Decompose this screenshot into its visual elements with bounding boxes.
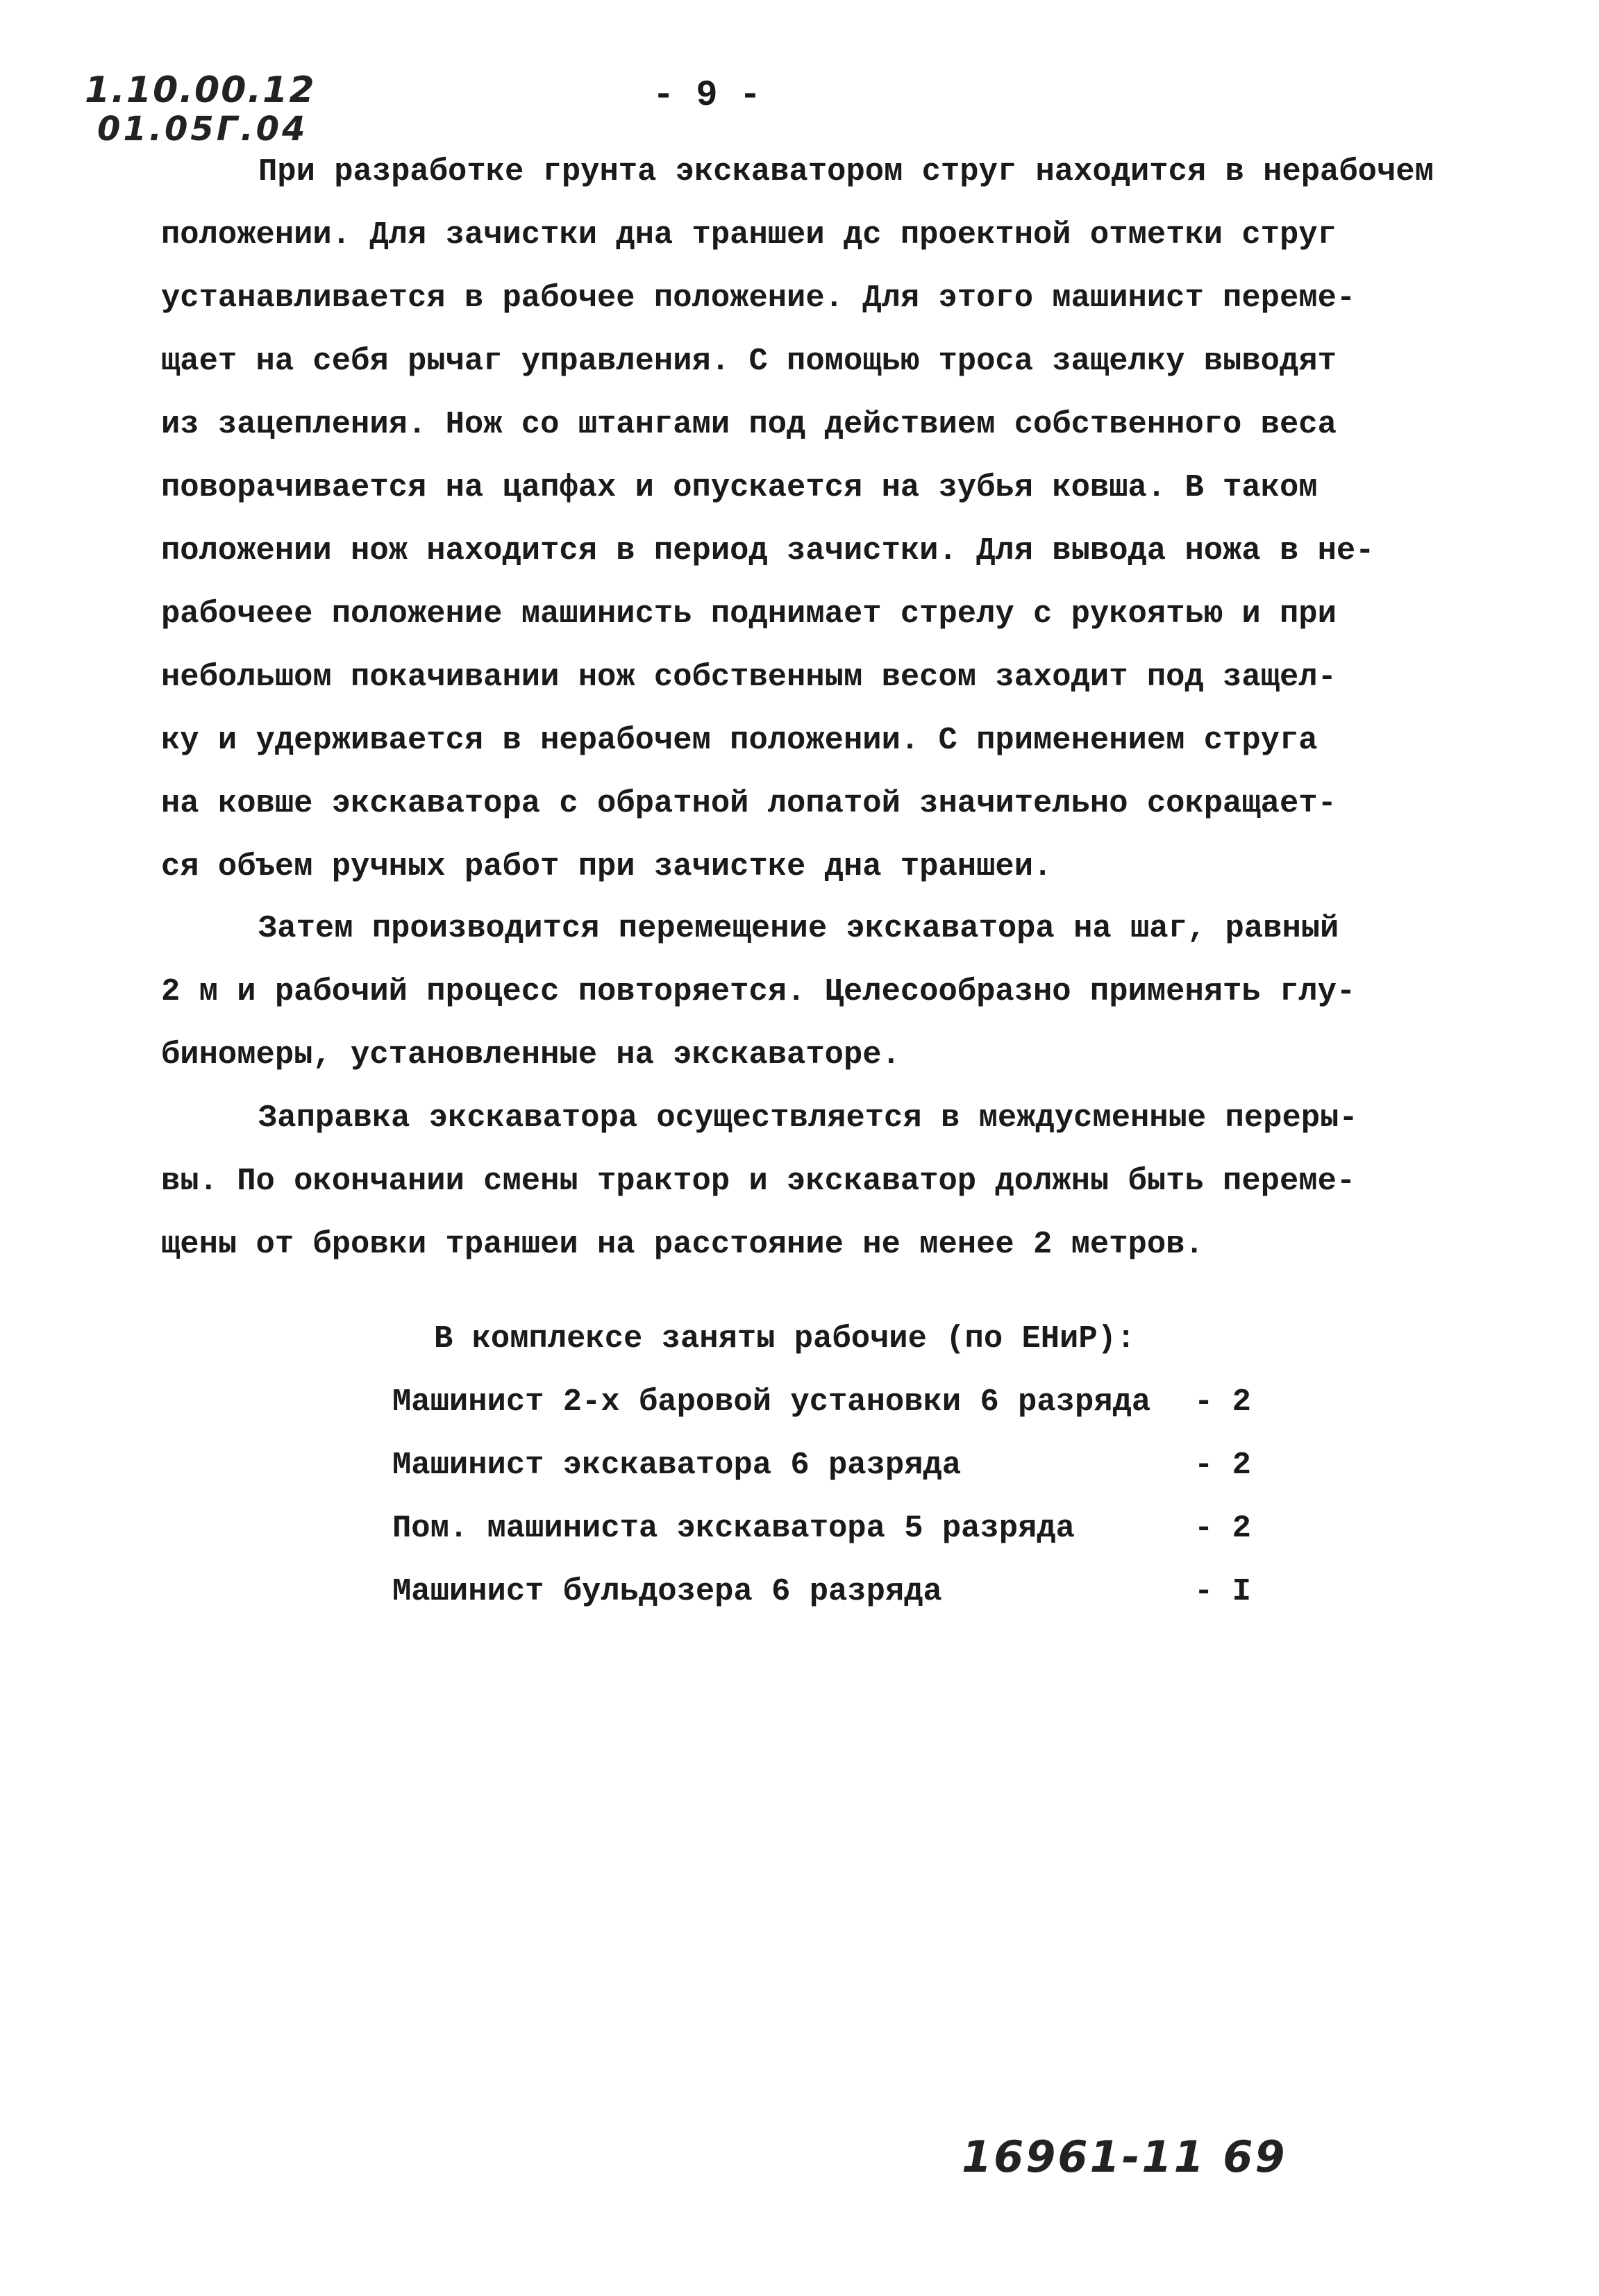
text-line: биномеры, установленные на экскаваторе. bbox=[161, 1037, 901, 1073]
text-line: поворачивается на цапфах и опускается на зубья ковша. В таком bbox=[161, 469, 1318, 505]
text-line: щены от бровки траншеи на расстояние не менее 2 метров. bbox=[161, 1226, 1204, 1262]
worker-role: Машинист бульдозера 6 разряда bbox=[392, 1573, 942, 1609]
workers-heading: В комплексе заняты рабочие (по ЕНиР): bbox=[434, 1321, 1136, 1357]
page-number: - 9 - bbox=[653, 75, 762, 116]
text-line: на ковше экскаватора с обратной лопатой значительно сокращает- bbox=[161, 785, 1337, 821]
worker-role: Машинист экскаватора 6 разряда bbox=[392, 1447, 962, 1483]
text-line: рабочеее положение машинисть поднимает стрелу с рукоятью и при bbox=[161, 596, 1337, 632]
document-code-line-2: 01.05Г.04 bbox=[97, 110, 308, 149]
text-line: Заправка экскаватора осуществляется в междусменные переры- bbox=[258, 1100, 1358, 1136]
text-line: устанавливается в рабочее положение. Для этого машинист переме- bbox=[161, 280, 1356, 316]
text-line: небольшом покачивании нож собственным весом заходит под защел- bbox=[161, 659, 1337, 695]
text-line: щает на себя рычаг управления. С помощью троса защелку выводят bbox=[161, 343, 1337, 379]
worker-row bbox=[392, 1371, 1295, 1434]
text-line: 2 м и рабочий процесс повторяется. Целесообразно применять глу- bbox=[161, 973, 1356, 1009]
worker-role: Пом. машиниста экскаватора 5 разряда bbox=[392, 1510, 1075, 1546]
worker-row bbox=[392, 1560, 1295, 1623]
paragraph-2 bbox=[161, 897, 1397, 1087]
workers-list bbox=[392, 1307, 1295, 1623]
paragraph-1 bbox=[161, 140, 1434, 898]
worker-row bbox=[392, 1434, 1295, 1497]
text-line: ку и удерживается в нерабочем положении. С применением струга bbox=[161, 722, 1318, 758]
text-line: положении нож находится в период зачистки. Для вывода ножа в не- bbox=[161, 533, 1375, 569]
text-line: Затем производится перемещение экскаватора на шаг, равный bbox=[258, 910, 1339, 946]
worker-count: - 2 bbox=[1194, 1510, 1251, 1546]
worker-count: - 2 bbox=[1194, 1384, 1251, 1420]
footer-archive-stamp: 16961-11 69 bbox=[962, 2131, 1287, 2182]
text-line: вы. По окончании смены трактор и экскаватор должны быть переме- bbox=[161, 1163, 1356, 1199]
paragraph-3 bbox=[161, 1087, 1397, 1276]
text-line: положении. Для зачистки дна траншеи дс проектной отметки струг bbox=[161, 217, 1337, 253]
worker-count: - I bbox=[1194, 1573, 1251, 1609]
worker-role: Машинист 2-х баровой установки 6 разряда bbox=[392, 1384, 1151, 1420]
text-line: из зацепления. Нож со штангами под действием собственного веса bbox=[161, 406, 1337, 442]
document-code-line-1: 1.10.00.12 bbox=[85, 69, 316, 111]
text-line: При разработке грунта экскаватором струг находится в нерабочем bbox=[258, 153, 1434, 190]
worker-row bbox=[392, 1497, 1295, 1560]
text-line: ся объем ручных работ при зачистке дна траншеи. bbox=[161, 848, 1053, 885]
worker-count: - 2 bbox=[1194, 1447, 1251, 1483]
